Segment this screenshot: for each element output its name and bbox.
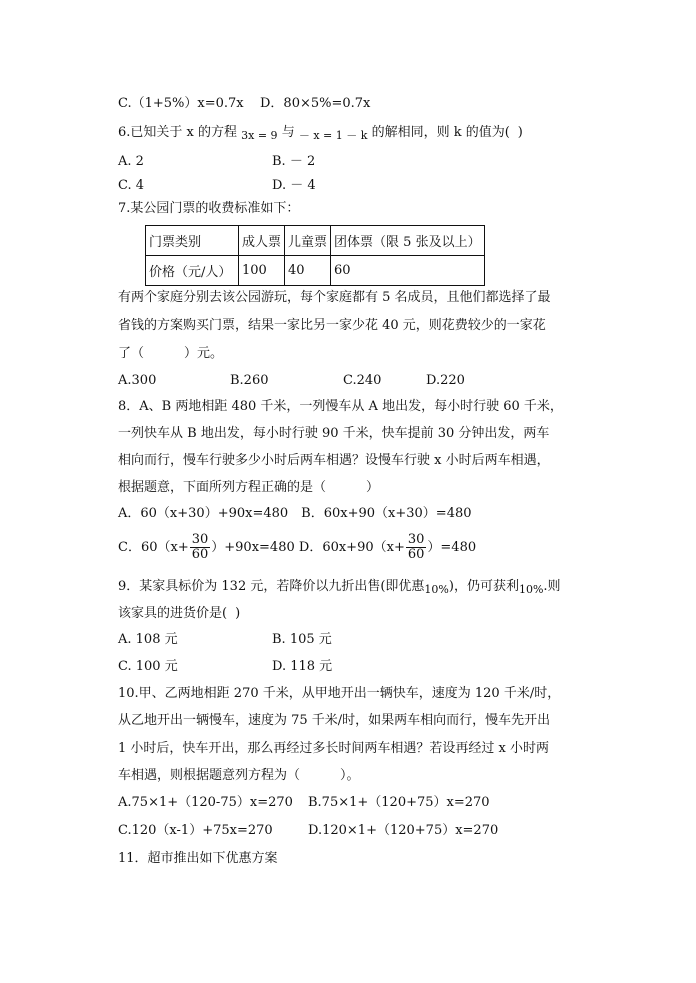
q9-percent-2: 10% xyxy=(518,583,544,596)
q6-option-c: C. 4 xyxy=(118,178,145,193)
q6-equation-1: 3x = 9 xyxy=(241,129,278,142)
q9-option-a: A. 108 元 xyxy=(118,632,178,647)
q10-line-2: 从乙地开出一辆慢车，速度为 75 千米/时，如果两车相向而行，慢车先开出 xyxy=(118,713,551,728)
q7-option-c: C.240 xyxy=(343,373,382,388)
q9-line1-c: .则 xyxy=(543,579,561,594)
table-cell: 儿童票 xyxy=(285,226,331,256)
q10-option-d: D.120×1+（120+75）x=270 xyxy=(308,823,499,838)
q7-text-line-1: 有两个家庭分别去该公园游玩，每个家庭都有 5 名成员，且他们都选择了最 xyxy=(118,290,551,305)
fraction-denominator: 60 xyxy=(407,547,425,562)
q10-option-a: A.75×1+（120-75）x=270 xyxy=(118,795,293,810)
q9-line1-a: 9．某家具标价为 132 元，若降价以九折出售(即优惠 xyxy=(118,579,425,594)
table-cell: 成人票 xyxy=(239,226,285,256)
q9-option-c: C. 100 元 xyxy=(118,659,178,674)
q6-option-a: A. 2 xyxy=(118,154,144,169)
q6-stem-suffix: 的解相同，则 k 的值为( xyxy=(371,125,510,140)
q6-stem xyxy=(118,124,523,142)
q7-option-b: B.260 xyxy=(230,373,269,388)
q8-option-c-start: C．60（x+ xyxy=(118,540,189,555)
q5-option-d: D．80×5%=0.7x xyxy=(260,96,371,111)
table-cell: 60 xyxy=(331,256,485,286)
q7-stem: 7.某公园门票的收费标准如下： xyxy=(118,201,300,216)
q10-line-4 xyxy=(118,767,360,785)
q6-stem-close: ) xyxy=(517,125,523,140)
q9-line2-a: 该家具的进货价是( xyxy=(118,606,228,621)
fraction-numerator: 30 xyxy=(191,532,209,547)
table-cell: 门票类别 xyxy=(146,226,239,256)
ticket-price-table xyxy=(145,225,485,286)
q10-option-c: C.120（x-1）+75x=270 xyxy=(118,823,273,838)
q7-line3-end: ）元。 xyxy=(184,346,224,361)
q6-stem-mid: 与 xyxy=(281,125,295,140)
q6-option-b: B. － 2 xyxy=(272,154,316,169)
q8-line-2: 一列快车从 B 地出发，每小时行驶 90 千米，快车提前 30 分钟出发，两车 xyxy=(118,426,550,441)
table-header-row xyxy=(146,226,485,256)
q8-options-ab: A．60（x+30）+90x=480 B．60x+90（x+30）=480 xyxy=(118,506,472,521)
q7-option-d: D.220 xyxy=(426,373,465,388)
table-cell: 100 xyxy=(239,256,285,286)
q10-line4-end: ）。 xyxy=(340,768,360,783)
fraction-numerator: 30 xyxy=(407,532,425,547)
table-cell: 团体票（限 5 张及以上） xyxy=(331,226,485,256)
q11-stem: 11．超市推出如下优惠方案 xyxy=(118,851,278,866)
q9-line-2 xyxy=(118,605,240,623)
q8-line-4 xyxy=(118,479,379,497)
q8-line4-start: 根据题意，下面所列方程正确的是（ xyxy=(118,480,327,495)
q8-options-cd xyxy=(118,533,476,563)
q7-line3-start: 了（ xyxy=(118,346,145,361)
q7-text-line-3 xyxy=(118,345,223,363)
q7-option-a: A.300 xyxy=(118,373,157,388)
q9-option-b: B. 105 元 xyxy=(272,632,332,647)
fraction-denominator: 60 xyxy=(191,547,209,562)
q9-percent-1: 10% xyxy=(424,583,449,596)
q8-line-3: 相向而行，慢车行驶多少小时后两车相遇？设慢车行驶 x 小时后两车相遇， xyxy=(118,453,550,468)
q9-line2-b: ) xyxy=(235,606,241,621)
q8-option-d-end: ）=480 xyxy=(427,540,477,555)
q9-line1-b: )，仍可获利 xyxy=(448,579,519,594)
q10-line-3: 1 小时后，快车开出，那么再经过多长时间两车相遇？若设再经过 x 小时两 xyxy=(118,741,549,756)
table-row xyxy=(146,256,485,286)
q9-option-d: D. 118 元 xyxy=(272,659,333,674)
q6-equation-2: － x = 1 － k xyxy=(298,129,368,142)
q9-line-1 xyxy=(118,578,561,596)
q8-option-d-start: D．60x+90（x+ xyxy=(298,540,405,555)
q6-stem-prefix: 6.已知关于 x 的方程 xyxy=(118,125,237,140)
q10-line4-start: 车相遇，则根据题意列方程为（ xyxy=(118,768,301,783)
q8-fraction-c xyxy=(190,533,211,562)
table-cell: 价格（元/人） xyxy=(146,256,239,286)
q7-text-line-2: 省钱的方案购买门票，结果一家比另一家少花 40 元，则花费较少的一家花 xyxy=(118,318,546,333)
q8-line-1: 8．A、B 两地相距 480 千米，一列慢车从 A 地出发，每小时行驶 60 千米， xyxy=(118,399,563,414)
q8-fraction-d xyxy=(406,533,427,562)
q10-option-b: B.75×1+（120+75）x=270 xyxy=(308,795,490,810)
q6-option-d: D. － 4 xyxy=(272,178,316,193)
q10-line-1: 10.甲、乙两地相距 270 千米，从甲地开出一辆快车，速度为 120 千米/时， xyxy=(118,686,561,701)
table-cell: 40 xyxy=(285,256,331,286)
q8-option-c-end: ）+90x=480 xyxy=(211,540,295,555)
q8-line4-end: ） xyxy=(366,480,380,495)
q5-option-c: C.（1+5%）x=0.7x xyxy=(118,96,244,111)
